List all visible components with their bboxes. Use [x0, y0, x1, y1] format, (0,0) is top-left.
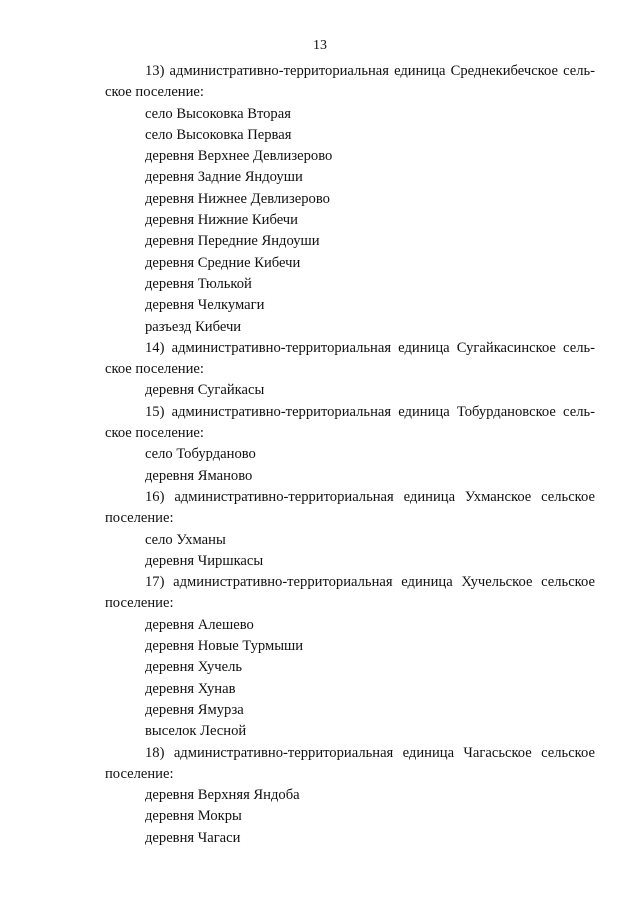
section-heading: 18) административно-территориальная единица Чагасьское сельское поселение: — [105, 744, 595, 782]
list-item: деревня Верхнее Девлизерово — [145, 148, 333, 165]
list-item: деревня Чиршкасы — [145, 552, 264, 569]
list-item: деревня Мокры — [145, 808, 242, 825]
section-heading: 16) административно-территориальная единица Ухманское сельское поселение: — [105, 488, 595, 527]
section-heading: 13) административно-территориальная единица Среднекибечское сель-ское поселение: — [105, 63, 595, 101]
list-item: село Ухманы — [145, 531, 226, 548]
list-item: выселок Лесной — [145, 723, 247, 740]
list-item: деревня Ямурза — [145, 701, 244, 718]
list-item: деревня Алешево — [145, 616, 254, 633]
list-item: деревня Передние Яндоуши — [145, 233, 320, 250]
section-heading: 14) административно-территориальная единица Сугайкасинское сель-ское поселение: — [105, 339, 595, 378]
page-number: 13 — [313, 38, 327, 53]
list-item: деревня Челкумаги — [145, 297, 265, 314]
list-item: деревня Хучель — [145, 659, 243, 676]
list-item: деревня Средние Кибечи — [145, 254, 301, 271]
list-item: деревня Хунав — [145, 680, 236, 697]
list-item: село Высоковка Вторая — [145, 105, 291, 122]
list-item: разъезд Кибечи — [145, 318, 242, 335]
list-item: деревня Новые Турмыши — [145, 638, 304, 655]
list-item: деревня Верхняя Яндоба — [145, 787, 300, 804]
document-body — [105, 61, 595, 849]
list-item: деревня Тюлькой — [145, 275, 252, 292]
list-item: село Высоковка Первая — [145, 126, 292, 143]
section-heading: 15) административно-территориальная единица Тобурдановское сель-ское поселение: — [105, 403, 595, 442]
list-item: деревня Яманово — [145, 467, 253, 484]
section-heading: 17) административно-территориальная единица Хучельское сельское поселение: — [105, 574, 595, 612]
list-item: деревня Чагаси — [145, 829, 241, 846]
list-item: деревня Задние Яндоуши — [145, 169, 303, 186]
list-item: деревня Нижнее Девлизерово — [145, 190, 330, 207]
list-item: село Тобурданово — [145, 446, 256, 463]
list-item: деревня Нижние Кибечи — [145, 212, 298, 229]
list-item: деревня Сугайкасы — [145, 382, 265, 399]
